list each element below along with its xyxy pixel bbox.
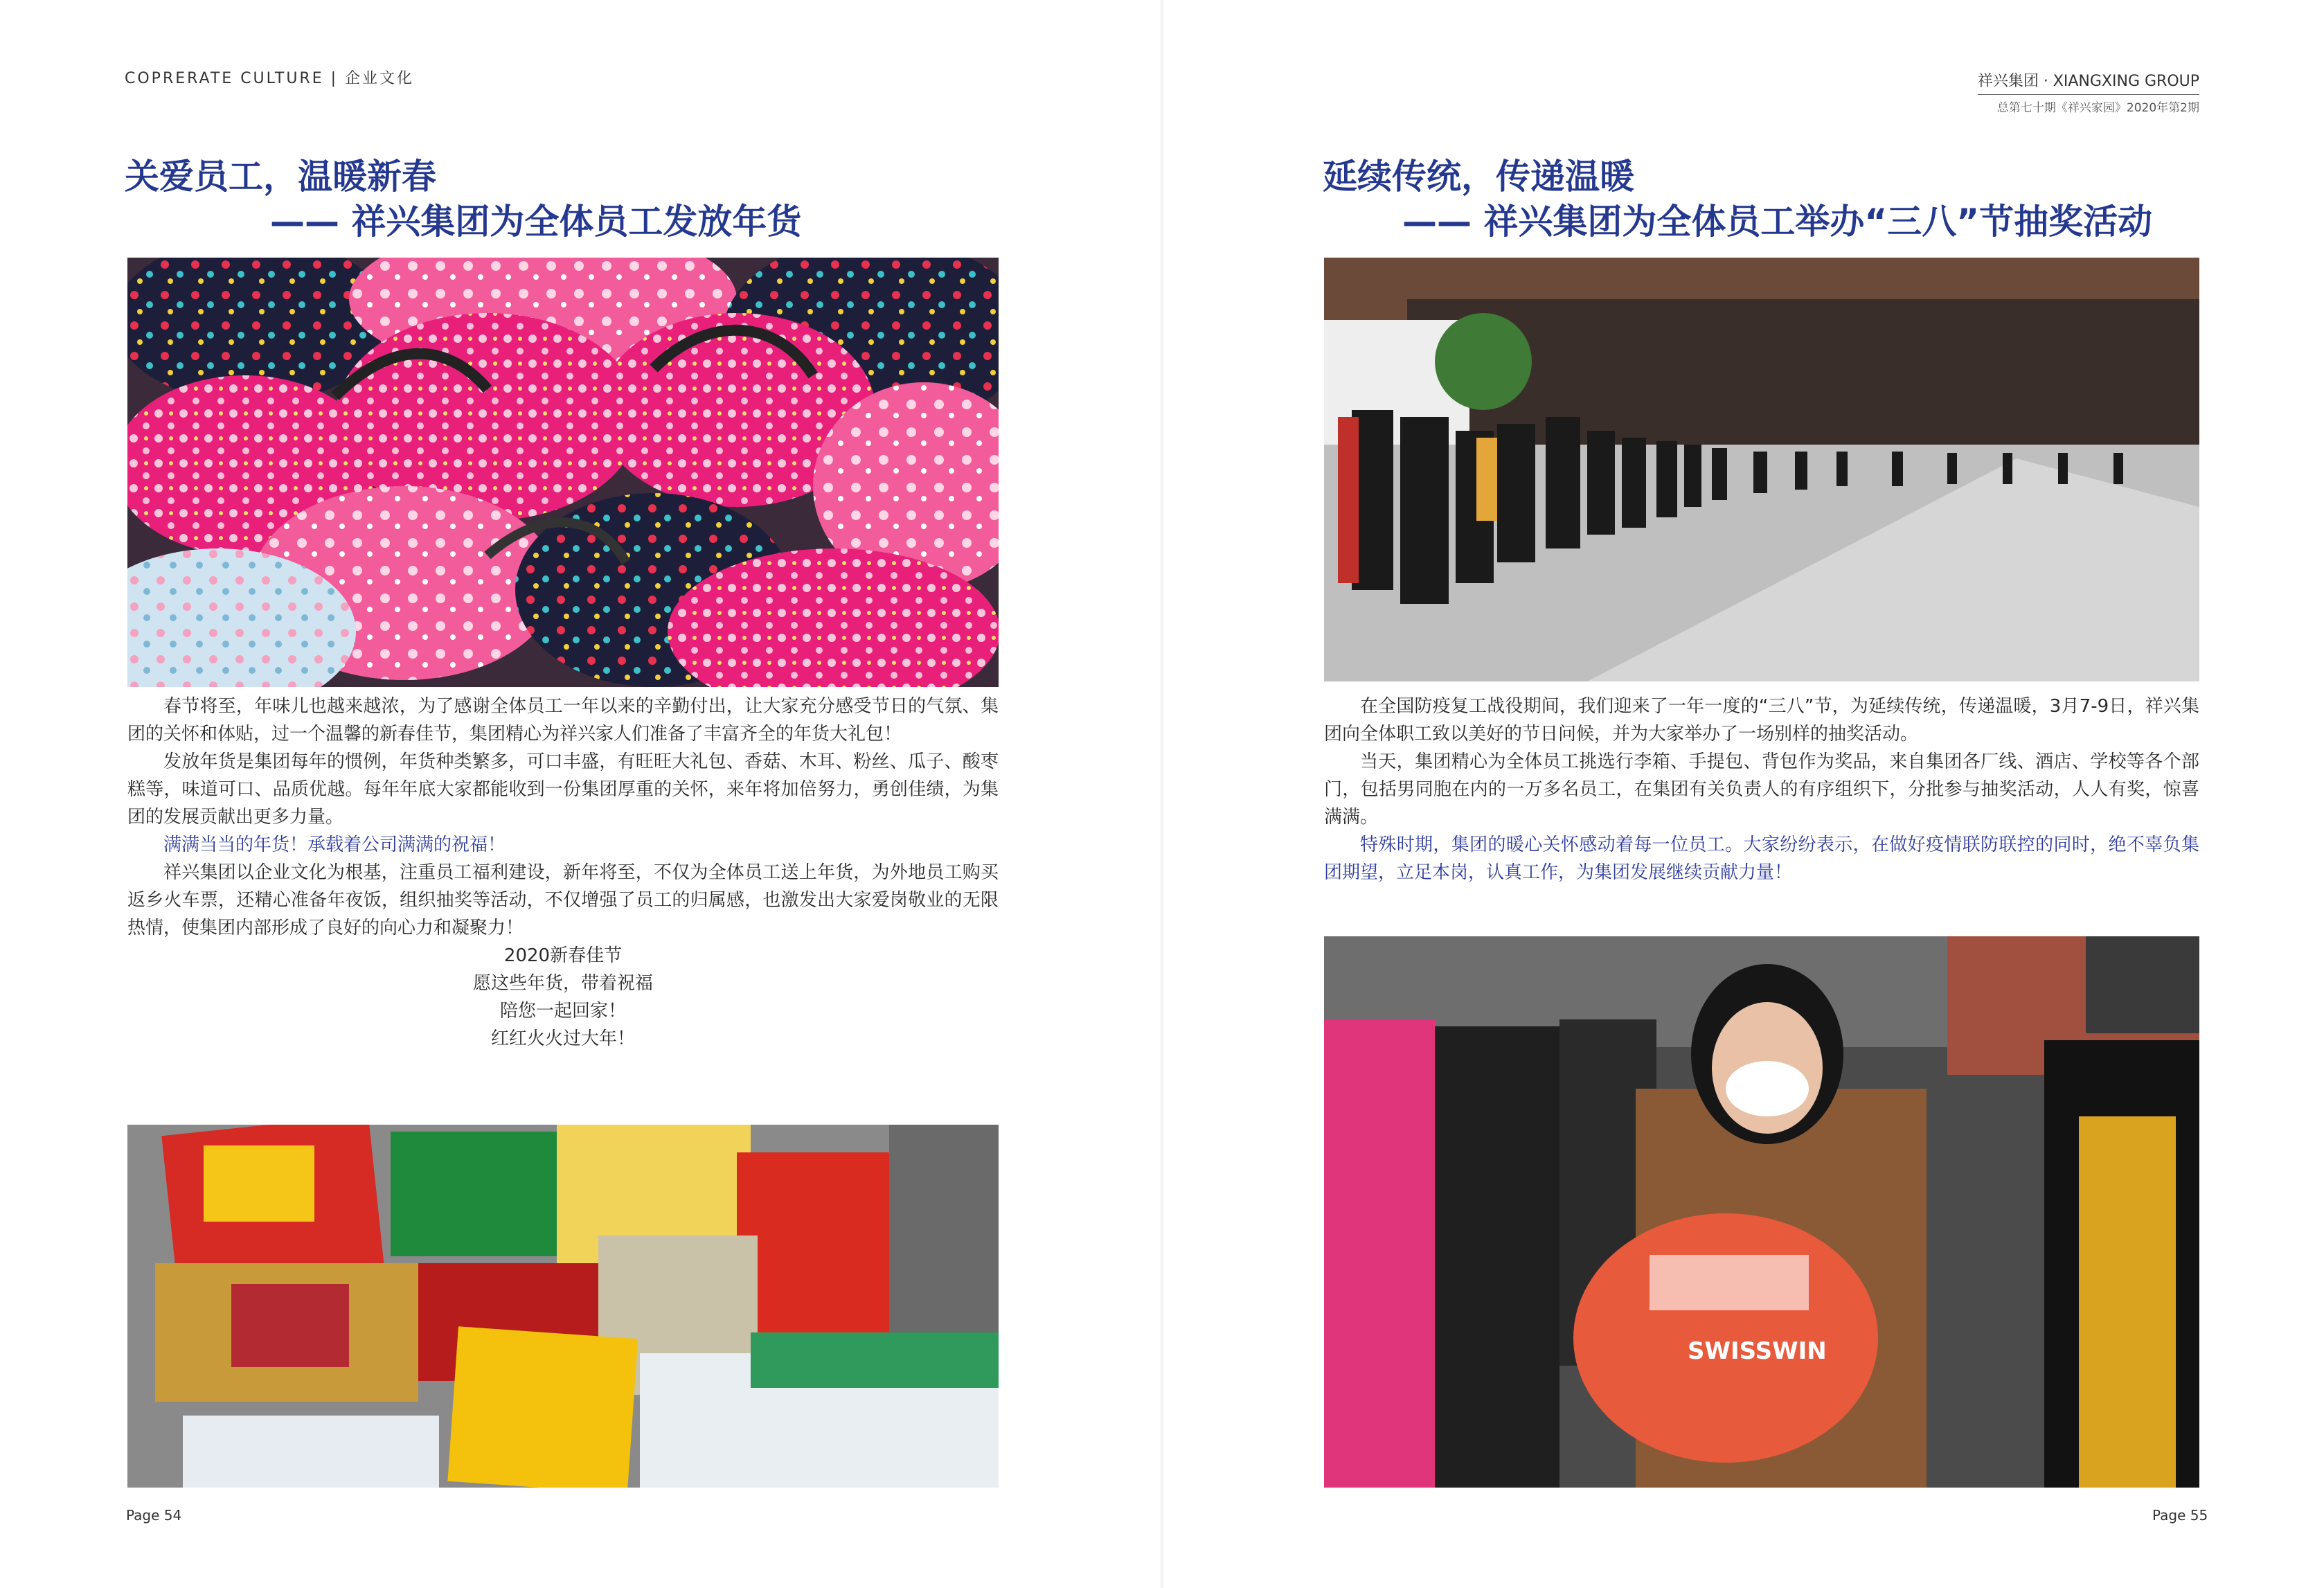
left-article-title: 关爱员工，温暖新春 <box>125 157 436 197</box>
paragraph-2: 发放年货是集团每年的惯例，年货种类繁多，可口丰盛，有旺旺大礼包、香菇、木耳、粉丝、瓜子、酸枣糕等，味道可口、品质优越。每年年底大家都能收到一份集团厚重的关怀，来年将加倍努力，勇创佳绩，为集团的发展贡献出更多力量。 <box>127 751 999 828</box>
paragraph-3: 祥兴集团以企业文化为根基，注重员工福利建设，新年将至，不仅为全体员工送上年货，为外地员工购买返乡火车票，还精心准备年夜饭，组织抽奖等活动，不仅增强了员工的归属感，也激发出大家爱岗敬业的无限热情，使集团内部形成了良好的向心力和凝聚力！ <box>127 862 999 938</box>
queue-illustration <box>1324 258 2199 681</box>
right-article-subtitle: —— 祥兴集团为全体员工举办“三八”节抽奖活动 <box>1402 202 2153 242</box>
right-article-title: 延续传统，传递温暖 <box>1323 157 1634 197</box>
group-name: 祥兴集团 · XIANGXING GROUP <box>1978 69 2199 95</box>
magazine-header <box>1978 69 2199 115</box>
issue-info: 总第七十期《祥兴家园》2020年第2期 <box>1996 101 2199 115</box>
goods-illustration <box>127 1125 999 1488</box>
new-year-goods-photo <box>127 1125 999 1488</box>
poem-line: 红红火火过大年！ <box>490 1028 635 1049</box>
right-article-body <box>1324 693 2199 886</box>
gift-bags-illustration <box>127 258 999 687</box>
poem-line: 2020新春佳节 <box>503 945 623 966</box>
prize-winner-illustration <box>1324 936 2199 1488</box>
paragraph-2: 当天，集团精心为全体员工挑选行李箱、手提包、背包作为奖品，来自集团各厂线、酒店、学校等各个部门，包括男同胞在内的一万多名员工，在集团有关负责人的有序组织下，分批参与抽奖活动，人人有奖，惊喜满满。 <box>1324 751 2199 828</box>
swisswin-logo-text: SWISSWIN <box>1688 1337 1827 1365</box>
poem-line: 愿这些年货，带着祝福 <box>472 973 653 994</box>
gift-bags-photo <box>127 258 999 687</box>
left-page-number: Page 54 <box>126 1507 182 1524</box>
paragraph-1: 在全国防疫复工战役期间，我们迎来了一年一度的“三八”节，为延续传统，传递温暖，3月7-9日，祥兴集团向全体职工致以美好的节日问候，并为大家举办了一场别样的抽奖活动。 <box>1324 696 2199 744</box>
left-article-body <box>127 693 999 1053</box>
new-year-poem <box>127 942 999 1053</box>
prize-winner-photo <box>1324 936 2199 1488</box>
section-header: COPRERATE CULTURE | 企业文化 <box>125 70 415 87</box>
left-article-subtitle: —— 祥兴集团为全体员工发放年货 <box>270 202 802 242</box>
poem-line: 陪您一起回家！ <box>499 1001 626 1022</box>
highlight-paragraph: 特殊时期，集团的暖心关怀感动着每一位员工。大家纷纷表示，在做好疫情联防联控的同时，绝不辜负集团期望，立足本岗，认真工作，为集团发展继续贡献力量！ <box>1324 835 2199 883</box>
lottery-queue-photo <box>1324 258 2199 681</box>
right-page-number: Page 55 <box>2152 1507 2208 1524</box>
highlight-line: 满满当当的年货！承载着公司满满的祝福！ <box>163 835 506 855</box>
page-spine <box>1161 0 1163 1588</box>
paragraph-1: 春节将至，年味儿也越来越浓，为了感谢全体员工一年以来的辛勤付出，让大家充分感受节日的气氛、集团的关怀和体贴，过一个温馨的新春佳节，集团精心为祥兴家人们准备了丰富齐全的年货大礼包！ <box>127 696 999 744</box>
